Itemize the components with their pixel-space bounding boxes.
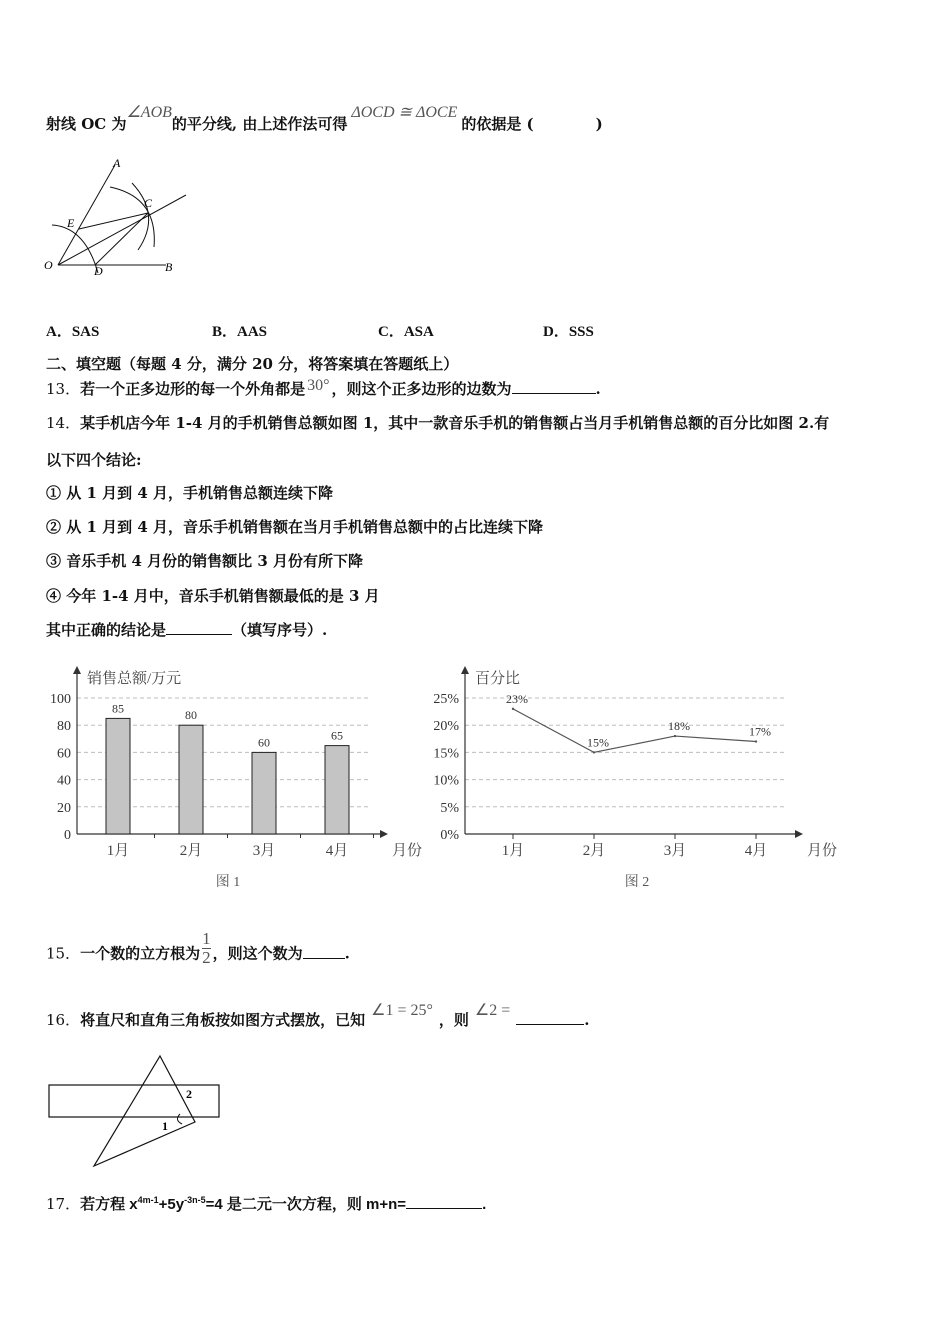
y-tick-label: 40 (57, 773, 71, 789)
y-axis-title: 销售总额/万元 (87, 671, 182, 687)
bar (106, 718, 130, 834)
label-e: E (67, 216, 75, 230)
label-angle-1: 1 (162, 1119, 168, 1133)
bar-chart-sales (40, 660, 423, 900)
q16: 16．将直尺和直角三角板按如图方式摆放，已知∠1 = 25°，则∠2 =. (46, 1002, 590, 1029)
series-line (513, 709, 756, 753)
label-b: B (165, 260, 173, 274)
bar (325, 746, 349, 834)
bar (179, 725, 203, 834)
bar-value-label: 80 (185, 708, 197, 723)
q14-answer-blank[interactable] (166, 620, 232, 635)
conclusion-1: ① 从 1 月到 4 月，手机销售总额连续下降 (46, 484, 333, 502)
ruler-triangle-figure (45, 1052, 225, 1172)
conclusion-4: ④ 今年 1-4 月中，音乐手机销售额最低的是 3 月 (46, 587, 380, 605)
x-tick-label: 2月 (179, 843, 203, 859)
y-tick-label: 60 (57, 746, 71, 762)
y-axis-title: 百分比 (475, 671, 521, 687)
chart-title: 图 1 (215, 875, 241, 890)
option-b[interactable]: B．AAS (212, 324, 268, 340)
x-tick-label: 4月 (325, 843, 349, 859)
q14-line2: 以下四个结论: (46, 451, 142, 469)
label-a: A (113, 156, 121, 170)
q12-stem: 射线 OC 为∠AOB的平分线, 由上述作法可得ΔOCD ≅ ΔOCE的依据是 ( ) (46, 104, 603, 133)
y-tick-label: 20% (433, 719, 459, 735)
bar-value-label: 60 (258, 735, 270, 750)
x-tick-label: 1月 (106, 843, 130, 859)
angle-1-eq: ∠1 = 25° (371, 1002, 433, 1019)
data-point (755, 740, 757, 742)
line-chart-percent (415, 660, 838, 900)
y-tick-label: 0 (64, 828, 71, 843)
point-value-label: 17% (749, 724, 771, 739)
y-tick-label: 25% (433, 692, 459, 707)
label-d: D (94, 264, 103, 278)
angle-aob: ∠AOB (126, 104, 172, 121)
data-point (512, 708, 514, 710)
y-axis-arrow (461, 666, 469, 674)
q16-answer-blank[interactable] (516, 1010, 584, 1025)
y-tick-label: 100 (50, 692, 71, 707)
q15: 15．一个数的立方根为 $\frac{1}{2}$ ，则这个数为 . (46, 929, 350, 967)
q17: 17．若方程 $x^{4m-1}+5y^{-3n-5}=4$ 是二元一次方程，则 m+n= . (46, 1195, 487, 1213)
geometry-figure (40, 155, 200, 285)
x-tick-label: 2月 (582, 843, 606, 859)
bar-value-label: 65 (331, 728, 343, 743)
point-value-label: 23% (506, 691, 528, 706)
q15-answer-blank[interactable] (303, 944, 345, 959)
option-d[interactable]: D．SSS (543, 324, 594, 340)
q13: 13．若一个正多边形的每一个外角都是 30° ，则这个正多边形的边数为 . (46, 377, 601, 398)
y-tick-label: 0% (440, 828, 459, 843)
y-tick-label: 80 (57, 719, 71, 735)
y-tick-label: 5% (440, 800, 459, 816)
x-axis-title: 月份 (807, 843, 838, 859)
data-point (593, 751, 595, 753)
x-tick-label: 3月 (663, 843, 687, 859)
q13-answer-blank[interactable] (512, 379, 596, 394)
bar (252, 752, 276, 834)
conclusion-2: ② 从 1 月到 4 月，音乐手机销售额在当月手机销售总额中的占比连续下降 (46, 518, 543, 536)
conclusion-3: ③ 音乐手机 4 月份的销售额比 3 月份有所下降 (46, 552, 363, 570)
y-tick-label: 15% (433, 746, 459, 762)
section-heading: 二、填空题（每题 4 分，满分 20 分，将答案填在答题纸上） (46, 355, 459, 373)
chart-title: 图 2 (624, 875, 650, 890)
x-tick-label: 4月 (744, 843, 768, 859)
option-c[interactable]: C．ASA (378, 324, 434, 340)
angle-2-eq: ∠2 = (474, 1002, 511, 1019)
y-tick-label: 20 (57, 800, 71, 816)
x-axis-arrow (795, 830, 803, 838)
q13-angle: 30° (307, 377, 330, 394)
congruence-expr: ΔOCD ≅ ΔOCE (351, 104, 458, 121)
q17-answer-blank[interactable] (406, 1194, 482, 1209)
q14-line1: 14．某手机店今年 1-4 月的手机销售总额如图 1，其中一款音乐手机的销售额占当月手机销售总额的百分比如图 2.有 (46, 414, 830, 432)
x-axis-title: 月份 (392, 843, 423, 859)
point-value-label: 15% (587, 735, 609, 750)
x-tick-label: 1月 (501, 843, 525, 859)
label-c: C (144, 196, 153, 210)
q14-ask: 其中正确的结论是 （填写序号）. (46, 621, 328, 639)
label-o: O (44, 258, 53, 272)
x-tick-label: 3月 (252, 843, 276, 859)
point-value-label: 18% (668, 719, 690, 734)
option-a[interactable]: A．SAS (46, 324, 100, 340)
label-angle-2: 2 (186, 1087, 192, 1101)
y-axis-arrow (73, 666, 81, 674)
fraction-one-half: $\frac{1}{2}$ (202, 929, 211, 967)
y-tick-label: 10% (433, 773, 459, 789)
bar-value-label: 85 (112, 701, 124, 716)
data-point (674, 735, 676, 737)
x-axis-arrow (380, 830, 388, 838)
